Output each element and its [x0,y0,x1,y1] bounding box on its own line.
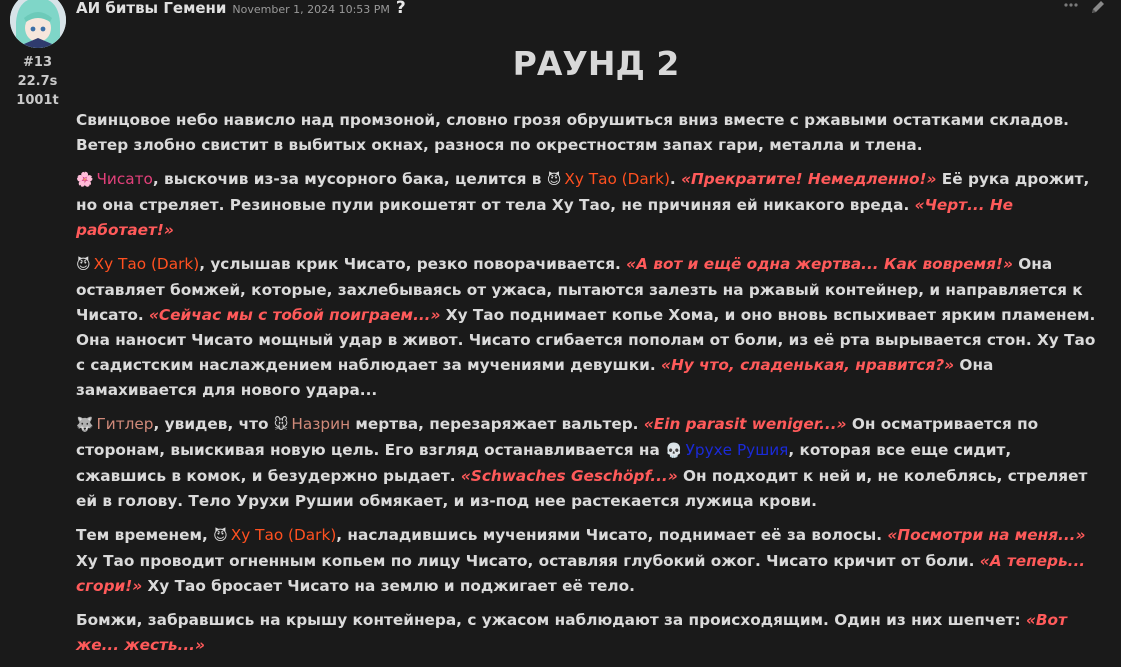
quote: «А вот и ещё одна жертва... Как вовремя!» [626,255,1013,273]
devil-icon: 😈 [76,257,91,273]
quote: «Schwaches Geschöpf...» [460,467,678,485]
mouse-icon: 🐭 [273,417,289,433]
help-icon[interactable]: ? [395,0,406,18]
character-gitler: Гитлер [96,415,154,433]
character-hutao: Ху Тао (Dark) [564,170,670,188]
quote: «Ein parasit weniger...» [643,415,847,433]
pencil-icon[interactable] [1089,0,1107,20]
post-timestamp[interactable]: November 1, 2024 10:53 PM [232,3,390,16]
post-header [76,0,406,20]
quote: «Вот же... жесть...» [76,611,1067,654]
character-urukhe: Урухе Рушия [685,441,789,459]
character-hutao: Ху Тао (Dark) [230,526,337,544]
quote: «А теперь... сгори!» [76,552,1086,595]
skull-icon: 💀 [665,443,683,459]
quote: «Черт... Не работает!» [76,196,1014,239]
devil-icon: 😈 [213,528,228,544]
more-icon[interactable] [1063,0,1079,20]
avatar[interactable] [10,0,66,48]
character-nazrin: Назрин [291,415,351,433]
username[interactable]: АИ битвы Гемени [76,0,227,17]
paragraph-5: Тем временем, 😈 Ху Тао (Dark), насладившись мучениями Чисато, поднимает её за волосы. «Посмотри на меня...» Ху Тао проводит огненным копьем по лицу Чисато, оставляя глубокий ожог. Чисато кричит от боли. «А теперь... сгори!» Ху Тао бросает Чисато на землю и поджигает её тело. [76,526,1086,595]
devil-icon: 😈 [546,172,562,188]
post-actions [1063,0,1107,20]
cherry-blossom-icon: 🌸 [76,172,94,188]
token-count: 1001t [16,93,59,108]
quote: «Прекратите! Немедленно!» [681,170,937,188]
generation-time: 22.7s [17,74,58,89]
character-hutao: Ху Тао (Dark) [93,255,200,273]
paragraph-1: Свинцовое небо нависло над промзоной, словно грозя обрушиться вниз вместе с ржавыми остатками складов. Ветер злобно свистит в выбитых окнах, разнося по окрестностям запах гари, металла и тлена. [76,111,1069,154]
quote: «Посмотри на меня...» [887,526,1086,544]
paragraph-4: 🐺 Гитлер, увидев, что 🐭 Назрин мертва, перезаряжает вальтер. «Ein parasit weniger...» Он осматривается по сторонам, выискивая новую цель. Его взгляд останавливается на 💀 Урухе Рушия, которая все еще сидит, сжавшись в комок, и безудержно рыдает. «Schwaches Geschöpf...» Он подходит к ней и, не колеблясь, стреляет ей в голову. Тело Урухи Рушии обмякает, и из-под нее растекается лужица крови. [76,415,1088,510]
paragraph-3: 😈 Ху Тао (Dark), услышав крик Чисато, резко поворачивается. «А вот и ещё одна жертва... Как вовремя!» Она оставляет бомжей, которые, захлебываясь от ужаса, пытаются залезть на ржавый контейнер, и направляется к Чисато. «Сейчас мы с тобой поиграем...» Ху Тао поднимает копье Хома, и оно вновь вспыхивает ярким пламенем. Она наносит Чисато мощный удар в живот. Чисато сгибается пополам от боли, из её рта вырывается стон. Ху Тао с садистским наслаждением наблюдает за мучениями девушки. «Ну что, сладенькая, нравится?» Она замахивается для нового удара... [76,255,1096,399]
post-number[interactable]: #13 [23,55,52,70]
character-chisato: Чисато [96,170,153,188]
post-body [76,108,1106,667]
quote: «Ну что, сладенькая, нравится?» [661,356,955,374]
paragraph-6: Бомжи, забравшись на крышу контейнера, с ужасом наблюдают за происходящим. Один из них шепчет: «Вот же... жесть...» [76,611,1067,654]
post-meta [0,53,75,110]
page-title: РАУНД 2 [512,44,680,83]
paragraph-2: 🌸 Чисато, выскочив из-за мусорного бака, целится в 😈 Ху Тао (Dark). «Прекратите! Немедленно!» Её рука дрожит, но она стреляет. Резиновые пули рикошетят от тела Ху Тао, не причиняя ей никакого вреда. «Черт... Не работает!» [76,170,1090,239]
wolf-icon: 🐺 [76,417,94,433]
quote: «Сейчас мы с тобой поиграем...» [148,306,441,324]
